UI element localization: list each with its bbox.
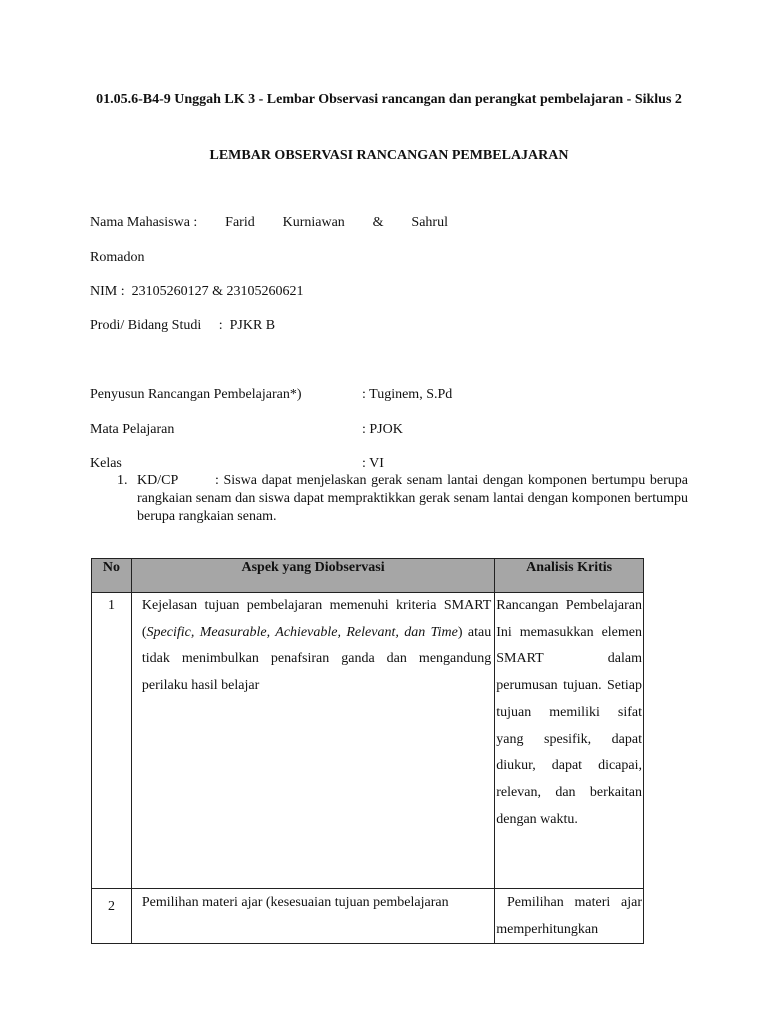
aspek-cell: Pemilihan materi ajar (kesesuaian tujuan pembelajaran xyxy=(131,889,494,944)
prodi-line: Prodi/ Bidang Studi : PJKR B xyxy=(90,318,276,333)
form-title: LEMBAR OBSERVASI RANCANGAN PEMBELAJARAN xyxy=(209,148,569,163)
aspek-text: Kejelasan tujuan pembelajaran memenuhi kriteria SMART ( xyxy=(141,598,492,640)
list-number: 1. xyxy=(117,473,128,488)
analisis-cell: Pemilihan materi ajar memperhitungkan xyxy=(495,889,644,944)
header-aspek: Aspek yang Diobservasi xyxy=(131,559,494,593)
row-number: 2 xyxy=(92,889,132,944)
aspek-italic-text: Specific, Measurable, Achievable, Relevant, dan Time xyxy=(146,624,458,640)
table-row xyxy=(92,889,644,944)
nama-mahasiswa-line xyxy=(90,215,448,231)
observation-table xyxy=(91,558,644,944)
detail-row-mapel xyxy=(90,422,403,438)
detail-value: : PJOK xyxy=(362,422,403,437)
detail-label: Kelas xyxy=(90,456,122,471)
nim-line: NIM : 23105260127 & 23105260621 xyxy=(90,284,304,299)
table-row xyxy=(92,593,644,889)
document-title: 01.05.6-B4-9 Unggah LK 3 - Lembar Observasi rancangan dan perangkat pembelajaran - Siklus 2 xyxy=(96,92,682,107)
kd-cp-label: KD/CP xyxy=(137,473,179,488)
nama-word: & xyxy=(372,215,384,230)
detail-label: Penyusun Rancangan Pembelajaran*) xyxy=(90,387,302,402)
kd-cp-description: : Siswa dapat menjelaskan gerak senam lantai dengan komponen bertumpu berupa rangkaian senam dan siswa dapat mempraktikkan gerak senam lantai dengan komponen bertumpu berupa rangkaian senam. xyxy=(137,473,688,524)
nama-continuation: Romadon xyxy=(90,250,145,265)
table-header-row xyxy=(92,559,644,593)
aspek-cell xyxy=(131,593,494,889)
header-no: No xyxy=(92,559,132,593)
detail-row-kelas xyxy=(90,456,384,472)
detail-value: : Tuginem, S.Pd xyxy=(362,387,453,402)
nama-word: Kurniawan xyxy=(282,215,345,230)
detail-row-penyusun xyxy=(90,387,452,403)
detail-label: Mata Pelajaran xyxy=(90,422,175,437)
row-number: 1 xyxy=(92,593,132,889)
detail-value: : VI xyxy=(362,456,384,471)
nama-word: Farid xyxy=(225,215,255,230)
header-analisis: Analisis Kritis xyxy=(495,559,644,593)
nama-word: Sahrul xyxy=(411,215,448,230)
analisis-cell: Rancangan Pembelajaran Ini memasukkan elemen SMART dalam perumusan tujuan. Setiap tujuan memiliki sifat yang spesifik, dapat diukur, dapat dicapai, relevan, dan berkaitan dengan waktu. xyxy=(495,593,644,889)
nama-label: Nama Mahasiswa : xyxy=(90,215,198,230)
kd-cp-text xyxy=(137,472,688,526)
aspek-text: ) atau tidak menimbulkan penafsiran ganda dan mengandung perilaku hasil belajar xyxy=(141,624,492,693)
